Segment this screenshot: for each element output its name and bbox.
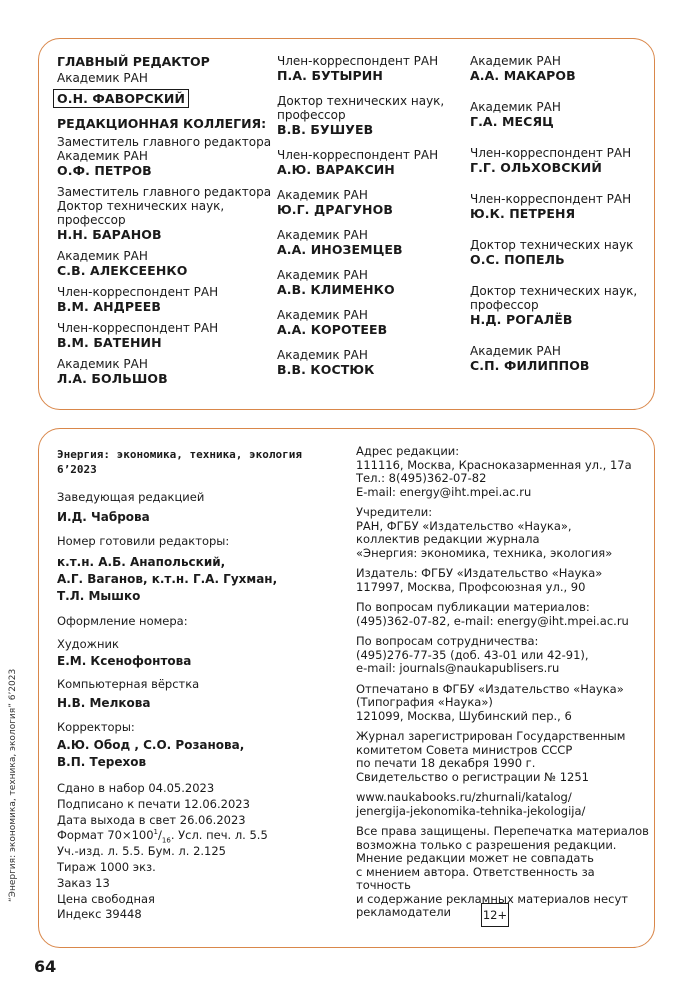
member-title: Заместитель главного редактора: [57, 185, 272, 199]
imprint-right: [356, 445, 651, 927]
board-member: [277, 148, 467, 177]
board-column-1: [57, 54, 272, 393]
chief-editor-name: О.Н. ФАВОРСКИЙ: [53, 89, 189, 108]
board-member: [277, 188, 467, 217]
member-title: Член-корреспондент РАН: [470, 192, 632, 206]
board-member: [57, 321, 272, 350]
member-title: Академик РАН: [57, 357, 148, 371]
member-title: Заместитель главного редактора: [57, 135, 272, 149]
imprint-line: РАН, ФГБУ «Издательство «Наука»,: [356, 518, 572, 533]
editors-line-2: А.Г. Ваганов, к.т.н. Г.А. Гухман,: [57, 572, 278, 586]
imprint-line: Свидетельство о регистрации № 1251: [356, 769, 589, 784]
head-of-office-name: И.Д. Чаброва: [57, 509, 150, 524]
member-name: П.А. БУТЫРИН: [277, 68, 383, 83]
imprint-line: Адрес редакции:: [356, 444, 460, 458]
member-title: Член-корреспондент РАН: [57, 321, 219, 335]
member-name: Н.Н. БАРАНОВ: [57, 227, 162, 242]
sent-to-typesetting: Сдано в набор 04.05.2023: [57, 781, 215, 795]
chief-editor-title: Академик РАН: [57, 71, 148, 85]
member-title: профессор: [57, 213, 126, 227]
member-title: Академик РАН: [470, 100, 561, 114]
imprint-line: Мнение редакции может не совпадать: [356, 851, 594, 865]
imprint-line: (495)276-77-35 (доб. 43-01 или 42-91),: [356, 647, 589, 662]
proofreaders-label: Корректоры:: [57, 719, 135, 734]
member-title: профессор: [470, 298, 539, 312]
imprint-left: [57, 447, 347, 923]
proofreaders-line-1: А.Ю. Обод , С.О. Розанова,: [57, 738, 245, 752]
layout-label: Компьютерная вёрстка: [57, 677, 200, 691]
board-member: [57, 135, 272, 178]
imprint-line: с мнением автора. Ответственность за точность: [356, 864, 595, 892]
journal-title: Энергия: экономика, техника, экология: [57, 448, 303, 461]
board-member: [277, 308, 467, 337]
imprint-line: коллектив редакции журнала: [356, 532, 540, 546]
board-column-2: [277, 54, 467, 388]
member-title: Доктор технических наук,: [277, 94, 445, 108]
editors-label: Номер готовили редакторы:: [57, 533, 230, 548]
member-title: Член-корреспондент РАН: [277, 148, 439, 162]
imprint-line: (Типография «Наука»): [356, 695, 493, 709]
imprint-line: рекламодатели: [356, 905, 452, 919]
artist-name: Е.М. Ксенофонтова: [57, 654, 192, 668]
member-name: С.П. ФИЛИППОВ: [470, 358, 590, 373]
member-name: В.В. КОСТЮК: [277, 362, 375, 377]
member-name: В.М. АНДРЕЕВ: [57, 299, 162, 314]
imprint-line: 121099, Москва, Шубинский пер., 6: [356, 708, 572, 723]
imprint-line: По вопросам публикации материалов:: [356, 600, 590, 614]
member-name: А.А. ИНОЗЕМЦЕВ: [277, 242, 403, 257]
board-member: [470, 238, 655, 267]
imprint-line: «Энергия: экономика, техника, экология»: [356, 545, 613, 560]
imprint-block: [356, 445, 651, 499]
imprint-line: E-mail: energy@iht.mpei.ac.ru: [356, 484, 532, 499]
signed-for-print: Подписано к печати 12.06.2023: [57, 796, 250, 811]
board-member: [470, 54, 655, 83]
member-name: О.Ф. ПЕТРОВ: [57, 163, 152, 178]
board-member: [470, 192, 655, 221]
imprint-block: [356, 683, 651, 724]
member-name: В.М. БАТЕНИН: [57, 335, 162, 350]
board-member: [277, 348, 467, 377]
imprint-line: (495)362-07-82, e-mail: energy@iht.mpei.ac.ru: [356, 613, 629, 628]
member-title: Академик РАН: [277, 188, 368, 202]
age-rating-badge: 12+: [481, 903, 509, 927]
member-name: С.В. АЛЕКСЕЕНКО: [57, 263, 188, 278]
imprint-line: По вопросам сотрудничества:: [356, 634, 539, 648]
member-name: Ю.Г. ДРАГУНОВ: [277, 202, 393, 217]
member-title: Доктор технических наук: [470, 238, 634, 252]
imprint-line: комитетом Совета министров СССР: [356, 742, 573, 757]
member-title: Академик РАН: [470, 54, 561, 68]
member-title: Доктор технических наук,: [57, 199, 225, 213]
price: Цена свободная: [57, 891, 155, 906]
member-title: Член-корреспондент РАН: [57, 285, 219, 299]
board-members-col1: [57, 135, 272, 386]
board-member: [470, 284, 655, 327]
imprint-line: и содержание рекламных материалов несут: [356, 891, 628, 906]
board-member: [277, 228, 467, 257]
board-member: [57, 249, 272, 278]
imprint-line: e-mail: journals@naukapublisers.ru: [356, 661, 560, 675]
member-name: Ю.К. ПЕТРЕНЯ: [470, 206, 576, 221]
imprint-line: 111116, Москва, Красноказарменная ул., 17а: [356, 457, 632, 472]
member-name: Н.Д. РОГАЛЁВ: [470, 312, 573, 327]
proofreaders-line-2: В.П. Терехов: [57, 755, 147, 769]
imprint-line: возможна только с разрешения редакции.: [356, 837, 617, 852]
member-name: А.А. КОРОТЕЕВ: [277, 322, 388, 337]
member-title: профессор: [277, 108, 346, 122]
imprint-line: по печати 18 декабря 1990 г.: [356, 756, 536, 770]
imprint-line: 117997, Москва, Профсоюзная ул., 90: [356, 579, 586, 594]
member-title: Академик РАН: [57, 149, 148, 163]
imprint-block: [356, 506, 651, 560]
member-title: Академик РАН: [470, 344, 561, 358]
format-line: Формат $70\times 100^1/_{16}$. Усл. печ. л. 5.5: [57, 828, 268, 845]
board-member: [57, 357, 272, 386]
member-title: Член-корреспондент РАН: [277, 54, 439, 68]
board-member: [277, 268, 467, 297]
order-number: Заказ 13: [57, 875, 110, 890]
board-member: [57, 285, 272, 314]
imprint-line: Журнал зарегистрирован Государственным: [356, 729, 626, 743]
imprint-block: [356, 635, 651, 676]
imprint-line: Учредители:: [356, 505, 433, 519]
layout-name: Н.В. Мелкова: [57, 695, 151, 710]
member-name: А.Ю. ВАРАКСИН: [277, 162, 395, 177]
imprint-block: [356, 567, 651, 594]
board-member: [470, 344, 655, 373]
imprint-block: [356, 601, 651, 628]
imprint-line: Тел.: 8(495)362-07-82: [356, 471, 487, 485]
member-title: Член-корреспондент РАН: [470, 146, 632, 160]
member-title: Академик РАН: [277, 348, 368, 362]
board-member: [277, 54, 467, 83]
running-head: “Энергия: экономика, техника, экология” 6’2023: [8, 668, 18, 902]
imprint-line: Все права защищены. Перепечатка материалов: [356, 824, 649, 838]
imprint-line: Отпечатано в ФГБУ «Издательство «Наука»: [356, 681, 624, 696]
member-title: Доктор технических наук,: [470, 284, 638, 298]
imprint-line: Издатель: ФГБУ «Издательство «Наука»: [356, 566, 603, 580]
release-date: Дата выхода в свет 26.06.2023: [57, 812, 246, 827]
editors-line-1: к.т.н. А.Б. Анапольский,: [57, 555, 226, 569]
member-title: Академик РАН: [277, 308, 368, 322]
board-column-3: [470, 54, 655, 390]
board-member: [470, 100, 655, 129]
board-member: [57, 185, 272, 242]
member-name: А.В. КЛИМЕНКО: [277, 282, 395, 297]
member-name: Л.А. БОЛЬШОВ: [57, 371, 168, 386]
circulation: Тираж 1000 экз.: [57, 859, 156, 874]
subscription-index: Индекс 39448: [57, 907, 142, 922]
member-title: Академик РАН: [277, 228, 368, 242]
member-name: О.С. ПОПЕЛЬ: [470, 252, 565, 267]
design-label: Оформление номера:: [57, 614, 188, 628]
member-name: Г.Г. ОЛЬХОВСКИЙ: [470, 160, 602, 175]
member-name: А.А. МАКАРОВ: [470, 68, 576, 83]
member-title: Академик РАН: [277, 268, 368, 282]
artist-label: Художник: [57, 636, 119, 651]
member-name: В.В. БУШУЕВ: [277, 122, 374, 137]
imprint-block: [356, 730, 651, 784]
board-member: [277, 94, 467, 137]
imprint-line: www.naukabooks.ru/zhurnali/katalog/: [356, 790, 572, 804]
journal-issue: 6’2023: [57, 463, 97, 476]
imprint-line: jenergija-jekonomika-tehnika-jekologija/: [356, 803, 586, 818]
member-title: Академик РАН: [57, 249, 148, 263]
editors-line-3: Т.Л. Мышко: [57, 589, 141, 603]
board-member: [470, 146, 655, 175]
sheets-line: Уч.-изд. л. 5.5. Бум. л. 2.125: [57, 844, 226, 859]
head-of-office-label: Заведующая редакцией: [57, 490, 205, 504]
imprint-block: [356, 791, 651, 818]
editorial-board-heading: РЕДАКЦИОННАЯ КОЛЛЕГИЯ:: [57, 116, 267, 131]
page-number: 64: [34, 957, 57, 976]
chief-editor-heading: ГЛАВНЫЙ РЕДАКТОР: [57, 54, 210, 69]
member-name: Г.А. МЕСЯЦ: [470, 114, 554, 129]
